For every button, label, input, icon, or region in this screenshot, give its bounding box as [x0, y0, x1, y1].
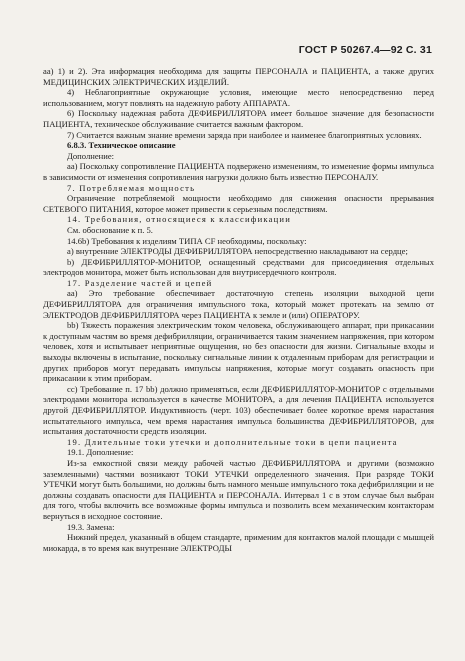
paragraph: 6) Поскольку надежная работа ДЕФИБРИЛЛЯТОРА имеет большое значение для безопасности ПАЦИЕНТА, техническое обслуживание считается важным фактором.: [43, 108, 434, 129]
paragraph: cc) Требование п. 17 bb) должно применяться, если ДЕФИБРИЛЛЯТОР-МОНИТОР с отдельными электродами монитора используется в качестве МОНИТОРА, а для лечения ПАЦИЕНТА используется другой ДЕФИБРИЛЛЯТОР. Индуктивность (черт. 103) обеспечивает более короткое время нарастания испытательного импульса, чем время нарастания импульса большинства ДЕФИБРИЛЛЯТОРОВ, для испытания достаточности средств изоляции.: [43, 383, 434, 437]
paragraph: 4) Неблагоприятные окружающие условия, имеющие место непосредственно перед использованием, могут повлиять на надежную работу АППАРАТА.: [43, 87, 434, 108]
paragraph: 17. Разделение частей и цепей: [67, 277, 213, 288]
paragraph: аа) 1) и 2). Эта информация необходима для защиты ПЕРСОНАЛА и ПАЦИЕНТА, а также других МЕДИЦИНСКИХ ЭЛЕКТРИЧЕСКИХ ИЗДЕЛИЙ.: [43, 66, 434, 87]
paragraph: 6.8.3. Техническое описание: [67, 140, 176, 151]
document-body: [43, 66, 434, 553]
paragraph: 7) Считается важным знание времени заряда при наиболее и наименее благоприятных условиях.: [67, 129, 422, 140]
paragraph: аа) Поскольку сопротивление ПАЦИЕНТА подвержено изменениям, то изменение формы импульса в зависимости от изменения сопротивления нагрузки должно быть известно ПЕРСОНАЛУ.: [43, 161, 434, 182]
paragraph: Нижний предел, указанный в общем стандарте, применим для контактов малой площади с мышцей миокарда, в то время как внутренние ЭЛЕКТРОДЫ: [43, 532, 434, 553]
paragraph: 7. Потребляемая мощность: [67, 182, 196, 193]
paragraph: 19. Длительные токи утечки и дополнительные токи в цепи пациента: [67, 436, 398, 447]
paragraph: 14.6b) Требования к изделиям ТИПА CF необходимы, поскольку:: [67, 235, 307, 246]
paragraph: 19.3. Замена:: [67, 521, 115, 532]
paragraph: Дополнение:: [67, 150, 115, 161]
paragraph: 19.1. Дополнение:: [67, 447, 134, 458]
paragraph: Из-за емкостной связи между рабочей частью ДЕФИБРИЛЛЯТОРА и другими (возможно заземленными) частями возникают ТОКИ УТЕЧКИ определенного значения. При разряде ТОКИ УТЕЧКИ могут быть большими, но должны быть намного меньше импульсного тока дефибрилляции и не должны создавать опасности для ПАЦИЕНТА и ПЕРСОНАЛА. Интервал 1 с в этом случае был выбран для того, чтобы включить все возможные формы импульса и позволить всем механическим контакторам вернуться в исходное состояние.: [43, 457, 434, 521]
page-header: ГОСТ Р 50267.4—92 С. 31: [298, 44, 432, 56]
paragraph: b) ДЕФИБРИЛЛЯТОР-МОНИТОР, оснащенный средствами для присоединения отдельных электродов монитора, может быть использован для внутрисердечного контроля.: [43, 256, 434, 278]
paragraph: аа) Это требование обеспечивает достаточную степень изоляции выходной цепи ДЕФИБРИЛЛЯТОРА для ограничения импульсного тока, который может протекать на землю от ЭЛЕКТРОДОВ ДЕФИБРИЛЛЯТОРА через ПАЦИЕНТА к земле и (или) ОПЕРАТОРУ.: [43, 288, 434, 320]
paragraph: 14. Требования, относящиеся к классификации: [67, 214, 292, 225]
paragraph: а) внутренние ЭЛЕКТРОДЫ ДЕФИБРИЛЛЯТОРА непосредственно накладывают на сердце;: [67, 246, 408, 257]
paragraph: См. обоснование к п. 5.: [67, 224, 153, 235]
paragraph: bb) Тяжесть поражения электрическим током человека, обслуживающего аппарат, при прикасании к доступным частям во время дефибрилляции, ограничивается таким значением напряжения, при котором человек, хотя и испытывает неприятные ощущения, но без опасности для жизни. Сигнальные входы и выходы включены в испытание, поскольку сигнальные линии к отдаленным приборам для регистрации и других приборов могут передавать импульсы напряжения, которые могут создавать опасность при прикасании к этим приборам.: [43, 320, 434, 384]
paragraph: Ограничение потребляемой мощности необходимо для снижения опасности прерывания СЕТЕВОГО ПИТАНИЯ, которое может привести к серьезным последствиям.: [43, 193, 434, 214]
